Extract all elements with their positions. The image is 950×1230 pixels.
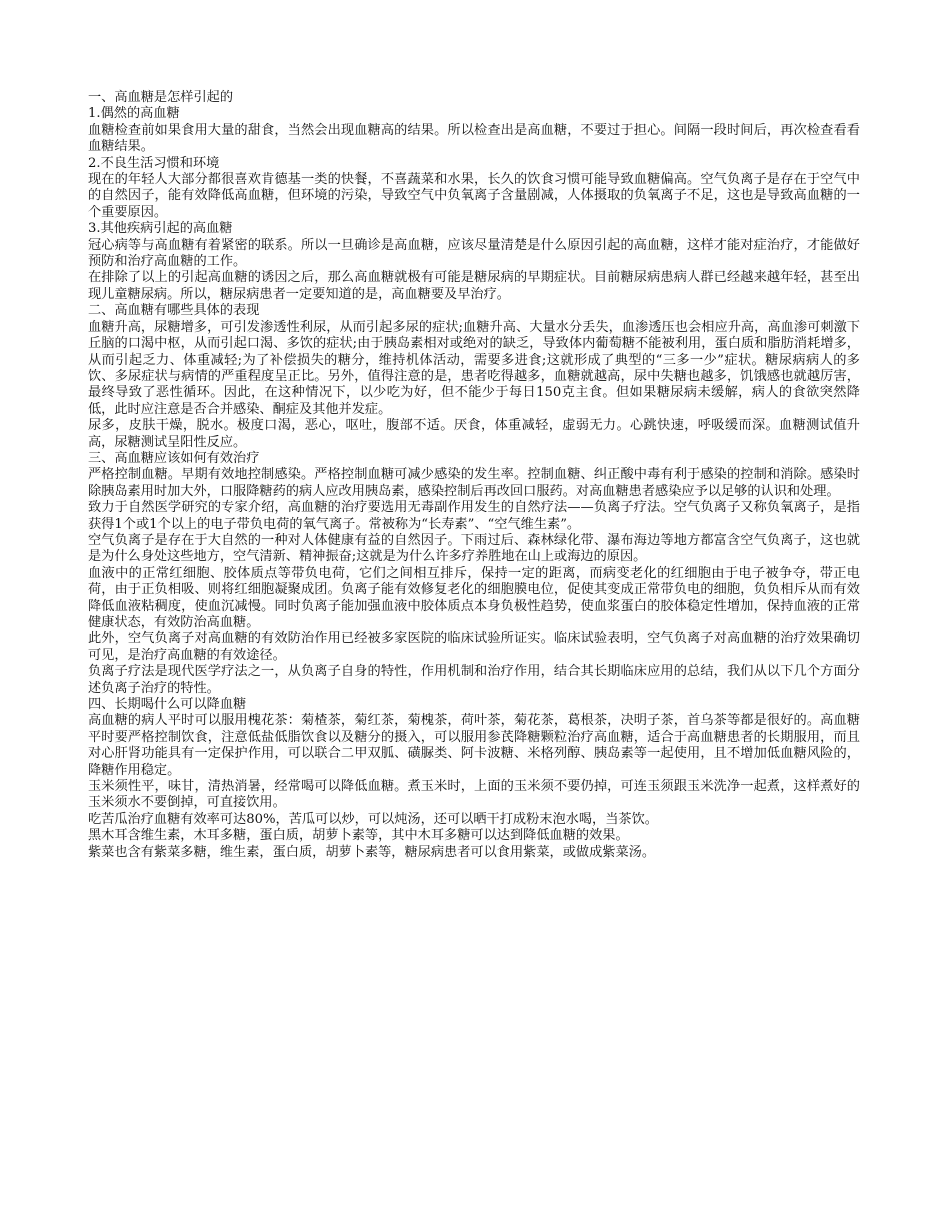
body-paragraph: 血液中的正常红细胞、胶体质点等带负电荷，它们之间相互排斥，保持一定的距离，而病变老化的红细胞由于电子被争夺，带正电荷，由于正负相吸、则将红细胞凝聚成团。负离子能有效修复老化的细胞膜电位，促使其变成正常带负电的细胞，负负相斥从而有效降低血液粘稠度，使血沉减慢。同时负离子能加强血液中胶体质点本身负极性趋势，使血浆蛋白的胶体稳定性增加，保持血液的正常健康状态，有效防治高血糖。 (88, 565, 860, 630)
section-heading: 二、高血糖有哪些具体的表现 (88, 303, 260, 319)
body-paragraph: 此外，空气负离子对高血糖的有效防治作用已经被多家医院的临床试验所证实。临床试验表明，空气负离子对高血糖的治疗效果确切可见，是治疗高血糖的有效途径。 (88, 631, 860, 663)
document-body (88, 90, 860, 861)
body-paragraph: 负离子疗法是现代医学疗法之一，从负离子自身的特性，作用机制和治疗作用，结合其长期临床应用的总结，我们从以下几个方面分述负离子治疗的特性。 (88, 664, 860, 696)
section-heading: 四、长期喝什么可以降血糖 (88, 697, 247, 713)
subsection-heading: 2.不良生活习惯和环境 (88, 155, 220, 171)
body-paragraph: 尿多，皮肤干燥，脱水。极度口渴，恶心，呕吐，腹部不适。厌食，体重减轻，虚弱无力。心跳快速，呼吸缓而深。血糖测试值升高，尿糖测试呈阳性反应。 (88, 418, 860, 450)
body-paragraph: 吃苦瓜治疗血糖有效率可达80%，苦瓜可以炒，可以炖汤，还可以晒干打成粉末泡水喝，当茶饮。 (88, 811, 658, 827)
body-paragraph: 致力于自然医学研究的专家介绍，高血糖的治疗要选用无毒副作用发生的自然疗法——负离子疗法。空气负离子又称负氧离子，是指获得1个或1个以上的电子带负电荷的氧气离子。常被称为“长寿素”、“空气维生素”。 (88, 500, 860, 532)
body-paragraph: 紫菜也含有紫菜多糖，维生素，蛋白质，胡萝卜素等，糖尿病患者可以食用紫菜，或做成紫菜汤。 (88, 844, 656, 860)
body-paragraph: 高血糖的病人平时可以服用槐花茶：菊楂茶，菊红茶，菊槐茶，荷叶茶，菊花茶，葛根茶，决明子茶，首乌茶等都是很好的。高血糖平时要严格控制饮食，注意低盐低脂饮食以及糖分的摄入，可以服用参芪降糖颗粒治疗高血糖，适合于高血糖患者的长期服用，而且对心肝肾功能具有一定保护作用，可以联合二甲双胍、磺脲类、阿卡波糖、米格列醇、胰岛素等一起使用，且不增加低血糖风险的，降糖作用稳定。 (88, 713, 860, 778)
body-paragraph: 空气负离子是存在于大自然的一种对人体健康有益的自然因子。下雨过后、森林绿化带、瀑布海边等地方都富含空气负离子，这也就是为什么身处这些地方，空气清新、精神振奋;这就是为什么许多疗养胜地在山上或海边的原因。 (88, 532, 860, 565)
body-paragraph: 玉米须性平，味甘，清热消暑，经常喝可以降低血糖。煮玉米时，上面的玉米须不要仍掉，可连玉须跟玉米洗净一起煮，这样煮好的玉米须水不要倒掉，可直接饮用。 (88, 779, 860, 811)
body-paragraph: 血糖检查前如果食用大量的甜食，当然会出现血糖高的结果。所以检查出是高血糖，不要过于担心。间隔一段时间后，再次检查看看血糖结果。 (88, 122, 860, 155)
body-paragraph: 冠心病等与高血糖有着紧密的联系。所以一旦确诊是高血糖，应该尽量清楚是什么原因引起的高血糖，这样才能对症治疗，才能做好预防和治疗高血糖的工作。 (88, 237, 860, 270)
subsection-heading: 1.偶然的高血糖 (88, 106, 180, 122)
body-paragraph: 血糖升高，尿糖增多，可引发渗透性利尿，从而引起多尿的症状;血糖升高、大量水分丢失，血渗透压也会相应升高，高血渗可刺激下丘脑的口渴中枢，从而引起口渴、多饮的症状;由于胰岛素相对或绝对的缺乏，导致体内葡萄糖不能被利用，蛋白质和脂肪消耗增多，从而引起乏力、体重减轻;为了补偿损失的糖分，维持机体活动，需要多进食;这就形成了典型的“三多一少”症状。糖尿病病人的多饮、多尿症状与病情的严重程度呈正比。另外，值得注意的是，患者吃得越多，血糖就越高，尿中失糖也越多，饥饿感也就越厉害，最终导致了恶性循环。因此，在这种情况下，以少吃为好，但不能少于每日150克主食。但如果糖尿病未缓解，病人的食欲突然降低，此时应注意是否合并感染、酮症及其他并发症。 (88, 319, 860, 417)
section-heading: 一、高血糖是怎样引起的 (88, 90, 234, 105)
body-paragraph: 黑木耳含维生素，木耳多糖，蛋白质，胡萝卜素等，其中木耳多糖可以达到降低血糖的效果。 (88, 828, 629, 844)
body-paragraph: 严格控制血糖。早期有效地控制感染。严格控制血糖可减少感染的发生率。控制血糖、纠正酸中毒有利于感染的控制和消除。感染时除胰岛素用时加大外，口服降糖药的病人应改用胰岛素，感染控制后再改回口服药。对高血糖患者感染应予以足够的认识和处理。 (88, 467, 860, 499)
body-paragraph: 现在的年轻人大部分都很喜欢肯德基一类的快餐，不喜蔬菜和水果，长久的饮食习惯可能导致血糖偏高。空气负离子是存在于空气中的自然因子，能有效降低高血糖，但环境的污染，导致空气中负氧离子含量剧减，人体摄取的负氧离子不足，这也是导致高血糖的一个重要原因。 (88, 172, 860, 220)
section-heading: 三、高血糖应该如何有效治疗 (88, 450, 260, 466)
body-paragraph: 在排除了以上的引起高血糖的诱因之后，那么高血糖就极有可能是糖尿病的早期症状。目前糖尿病患病人群已经越来越年轻，甚至出现儿童糖尿病。所以，糖尿病患者一定要知道的是，高血糖要及早治疗。 (88, 270, 860, 302)
subsection-heading: 3.其他疾病引起的高血糖 (88, 221, 233, 237)
